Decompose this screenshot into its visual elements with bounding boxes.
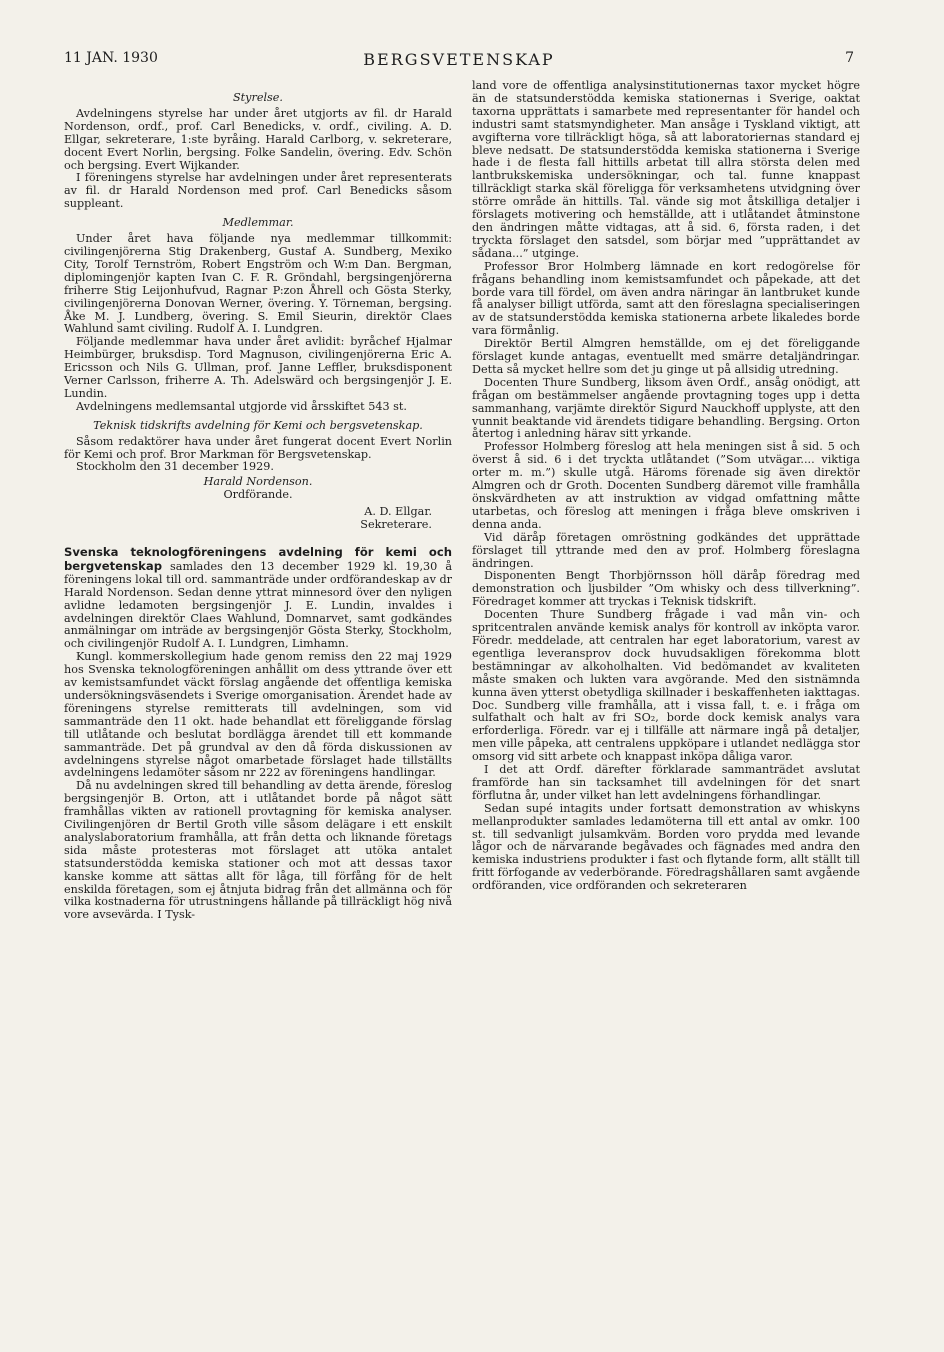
sundberg-paragraph: Docenten Thure Sundberg, liksom även Ordf., ansåg onödigt, att frågan om bestämmelser angående provtagning toges upp i detta sammanhang, varjämte direktör Sigurd Nauckhoff upplyste, att den vunnit beaktande vid ärendets tidigare behandling. Bergsing. Orton återtog i anledning härav sitt yrkande. bbox=[472, 375, 860, 441]
medlemmar-paragraph-2: Följande medlemmar hava under året avlidit: byråchef Hjalmar Heimbürger, bruksdisp. Tord Magnuson, civilingenjörerna Eric A. Ericsson och Nils G. Ullman, prof. Janne Leffler, bruksdisponent Verner Carlsson, friherre A. Th. Adelswärd och bergsingenjör J. E. Lundin. bbox=[64, 335, 452, 400]
left-column bbox=[64, 92, 452, 922]
chairman-title: Ordförande. bbox=[223, 488, 293, 502]
issue-date: 11 JAN. 1930 bbox=[64, 50, 158, 66]
meeting-report-paragraph-1 bbox=[64, 546, 452, 651]
section-lead: Svenska teknologföreningens avdelning för kemi och bergvetenskap bbox=[64, 545, 452, 573]
medlemmar-heading: Medlemmar. bbox=[222, 216, 294, 230]
secretary-title: Sekreterare. bbox=[360, 518, 432, 532]
continued-paragraph: land vore de offentliga analysinstitutionernas taxor mycket högre än de statsunderstödda kemiska stationernas i Sverige, oaktat taxorna upprättats i samarbete med representanter för handel och industri samt statsmyndigheter. Man ansåge i Tyskland viktigt, att avgifterna vore tillräckligt höga, så att laboratoriernas standard ej bleve nedsatt. De statsunderstödda kemiska stationerna i Sverige hade i de flesta fall hittills arbetat till allra största delen med lantbrukskemiska undersökningar, och tal. funne knappast tillräckligt starka skäl föreligga för verksamhetens utvidgning över större område än hittills. Tal. vände sig mot åtskilliga detaljer i förslagets motivering och hemställde, att i utlåtandet åtminstone den ändringen måtte vidtagas, att å sid. 6, första raden, i det tryckta förslaget den satsdel, som börjar med ”upprättandet av sådana...” utginge. bbox=[472, 79, 860, 260]
almgren-paragraph: Direktör Bertil Almgren hemställde, om ej det föreliggande förslaget kunde antagas, eventuellt med smärre detaljändringar. Detta så mycket hellre som det ju ginge ut på allsidig utredning. bbox=[472, 337, 860, 376]
medlemmar-paragraph-3: Avdelningens medlemsantal utgjorde vid årsskiftet 543 st. bbox=[76, 399, 407, 413]
meeting-report-paragraph-2: Kungl. kommerskollegium hade genom remiss den 22 maj 1929 hos Svenska teknologföreningen anhållit om dess yttrande över ett av kemistsamfundet väckt förslag angående det offentliga kemiska undersökningsväsendets i Sverige omorganisation. Ärendet hade av föreningens styrelse remitterats till avdelningen, som vid sammanträde den 11 okt. hade behandlat ett föreliggande förslag till utlåtande och beslutat bordlägga ärendet till ett kommande sammanträde. Det på grundval av den då förda diskussionen av avdelningens styrelse något omarbetade förslaget hade tillställts avdelningens ledamöter såsom nr 222 av föreningens handlingar. bbox=[64, 650, 452, 780]
running-head bbox=[64, 50, 854, 72]
place-date: Stockholm den 31 december 1929. bbox=[76, 460, 274, 474]
dinner-paragraph: Sedan supé intagits under fortsatt demonstration av whiskyns mellanprodukter samlades ledamöterna till ett antal av omkr. 100 st. till sedvanligt julsamkväm. Borden voro prydda med levande lågor och de närvarande begåvades och fägnades med andra den kemiska industriens produkter i fast och flytande form, allt ställt till fritt förfogande av vederbörande. Föredragshållaren samt avgående ordföranden, vice ordföranden och sekreteraren bbox=[472, 801, 860, 893]
meeting-report-text: samlades den 13 december 1929 kl. 19,30 å föreningens lokal till ord. sammanträde under ordförandeskap av dr Harald Nordenson. Sedan denne yttrat minnesord över den nyligen avlidne ledamoten bergsingenjör J. E. Lundin, invaldes i avdelningen direktör Claes Wahlund, Domnarvet, samt godkändes anmälningar om inträde av bergsingenjör Gösta Sterky, Stockholm, och civilingenjör Rudolf A. I. Lundgren, Limhamn. bbox=[64, 559, 452, 651]
discussion-paragraph: Docenten Thure Sundberg frågade i vad mån vin- och spritcentralen använde kemisk analys för kontroll av inköpta varor. Föredr. meddelade, att centralen har eget laboratorium, varest av egentliga leveransprov dock huvudsakligen förekomma blott bestämningar av alkoholhalten. Vid bedömandet av kvaliteten måste smaken och lukten vara avgörande. Med den sistnämnda kunna även ytterst obetydliga skillnader i beskaffenheten iakttagas. Doc. Sundberg ville framhålla, att i vissa fall, t. e. i fråga om sulfathalt och halt av fri SO₂, borde dock kemisk analys vara erforderliga. Föredr. var ej i tillfälle att närmare ingå på detaljer, men ville påpeka, att centralens uppköpare i utlandet nedlägga stor omsorg vid sitt arbete och knappast inköpa dåliga varor. bbox=[472, 608, 860, 764]
page-number: 7 bbox=[845, 50, 854, 66]
styrelse-paragraph-1: Avdelningens styrelse har under året utgjorts av fil. dr Harald Nordenson, ordf., prof. Carl Benedicks, v. ordf., civiling. A. D. Ellgar, sekreterare, 1:ste byråing. Harald Carlborg, v. sekreterare, docent Evert Norlin, bergsing. Folke Sandelin, övering. Edv. Schön och bergsing. Evert Wijkander. bbox=[64, 106, 452, 172]
holmberg-paragraph: Professor Bror Holmberg lämnade en kort redogörelse för frågans behandling inom kemistsamfundet och påpekade, att det borde vara till fördel, om även andra näringar än lantbruket kunde få analyser billigt utförda, samt att den föreslagna specialiseringen av de statsunderstödda kemiska stationerna arbete likaledes borde vara förmånlig. bbox=[472, 259, 860, 338]
meeting-report-paragraph-3: Då nu avdelningen skred till behandling av detta ärende, föreslog bergsingenjör B. Orton, att i utlåtandet borde på något sätt framhållas vikten av rationell provtagning för kemiska analyser. Civilingenjören dr Bertil Groth ville såsom delägare i ett enskilt analyslaboratorium framhålla, att från detta och liknande företags sida måste protesteras mot förslaget att utöka antalet statsunderstödda kemiska stationer och mot att dessas taxor kanske komme att sättas allt för låga, till förfång för de helt enskilda företagen, som ej åtnjuta bidrag från det allmänna och för vilka kostnaderna för utrustningens hållande på tillräckligt hög nivå vore avsevärda. I Tysk- bbox=[64, 779, 452, 922]
right-column bbox=[472, 80, 860, 893]
tidskrift-heading: Teknisk tidskrifts avdelning för Kemi och bergsvetenskap. bbox=[93, 418, 423, 432]
vote-paragraph: Vid däråp företagen omröstning godkändes det upprättade förslaget till yttrande med den av prof. Holmberg föreslagna ändringen. bbox=[472, 530, 860, 570]
closing-paragraph: I det att Ordf. därefter förklarade sammanträdet avslutat framförde han sin tacksamhet till avdelningen för det snart förflutna år, under vilket han lett avdelningens förhandlingar. bbox=[472, 763, 860, 802]
secretary-signature: A. D. Ellgar. bbox=[364, 505, 432, 519]
medlemmar-paragraph-1: Under året hava följande nya medlemmar tillkommit: civilingenjörerna Stig Drakenberg, Gustaf A. Sundberg, Mexiko City, Torolf Ternström, Robert Engström och W:m Dan. Bergman, diplomingenjör kapten Ivan C. F. R. Gröndahl, bergsingenjörerna friherre Stig Leijonhufvud, Ragnar P:zon Åhrell och Gösta Sterky, civilingenjörerna Donovan Werner, övering. Y. Törneman, bergsing. Åke M. J. Lundberg, övering. S. Emil Sieurin, direktör Claes Wahlund samt civiling. Rudolf A. I. Lundgren. bbox=[64, 232, 452, 336]
holmberg-proposal-paragraph: Professor Holmberg föreslog att hela meningen sist å sid. 5 och överst å sid. 6 i det tryckta utlåtandet (”Som utvägar.... viktiga orter m. m.”) skulle utgå. Häroms förenade sig även direktör Almgren och dr Groth. Docenten Sundberg däremot ville framhålla önskvärdheten av att instruktion av vidgad omfattning måtte utarbetas, och föreslog att meningen i fråga bleve omskriven i denna anda. bbox=[472, 440, 860, 531]
styrelse-heading: Styrelse. bbox=[233, 91, 283, 104]
lecture-paragraph: Disponenten Bengt Thorbjörnsson höll däråp föredrag med demonstration och ljusbilder ”Om whisky och dess tillverkning”. Föredraget kommer att tryckas i Teknisk tidskrift. bbox=[472, 569, 860, 609]
tidskrift-paragraph: Såsom redaktörer hava under året fungerat docent Evert Norlin för Kemi och prof. Bror Markman för Bergsvetenskap. bbox=[64, 434, 452, 461]
chairman-signature: Harald Nordenson. bbox=[203, 475, 313, 489]
styrelse-paragraph-2: I föreningens styrelse har avdelningen under året representerats av fil. dr Harald Nordenson med prof. Carl Benedicks såsom suppleant. bbox=[64, 171, 452, 211]
journal-title: BERGSVETENSKAP bbox=[363, 50, 555, 69]
